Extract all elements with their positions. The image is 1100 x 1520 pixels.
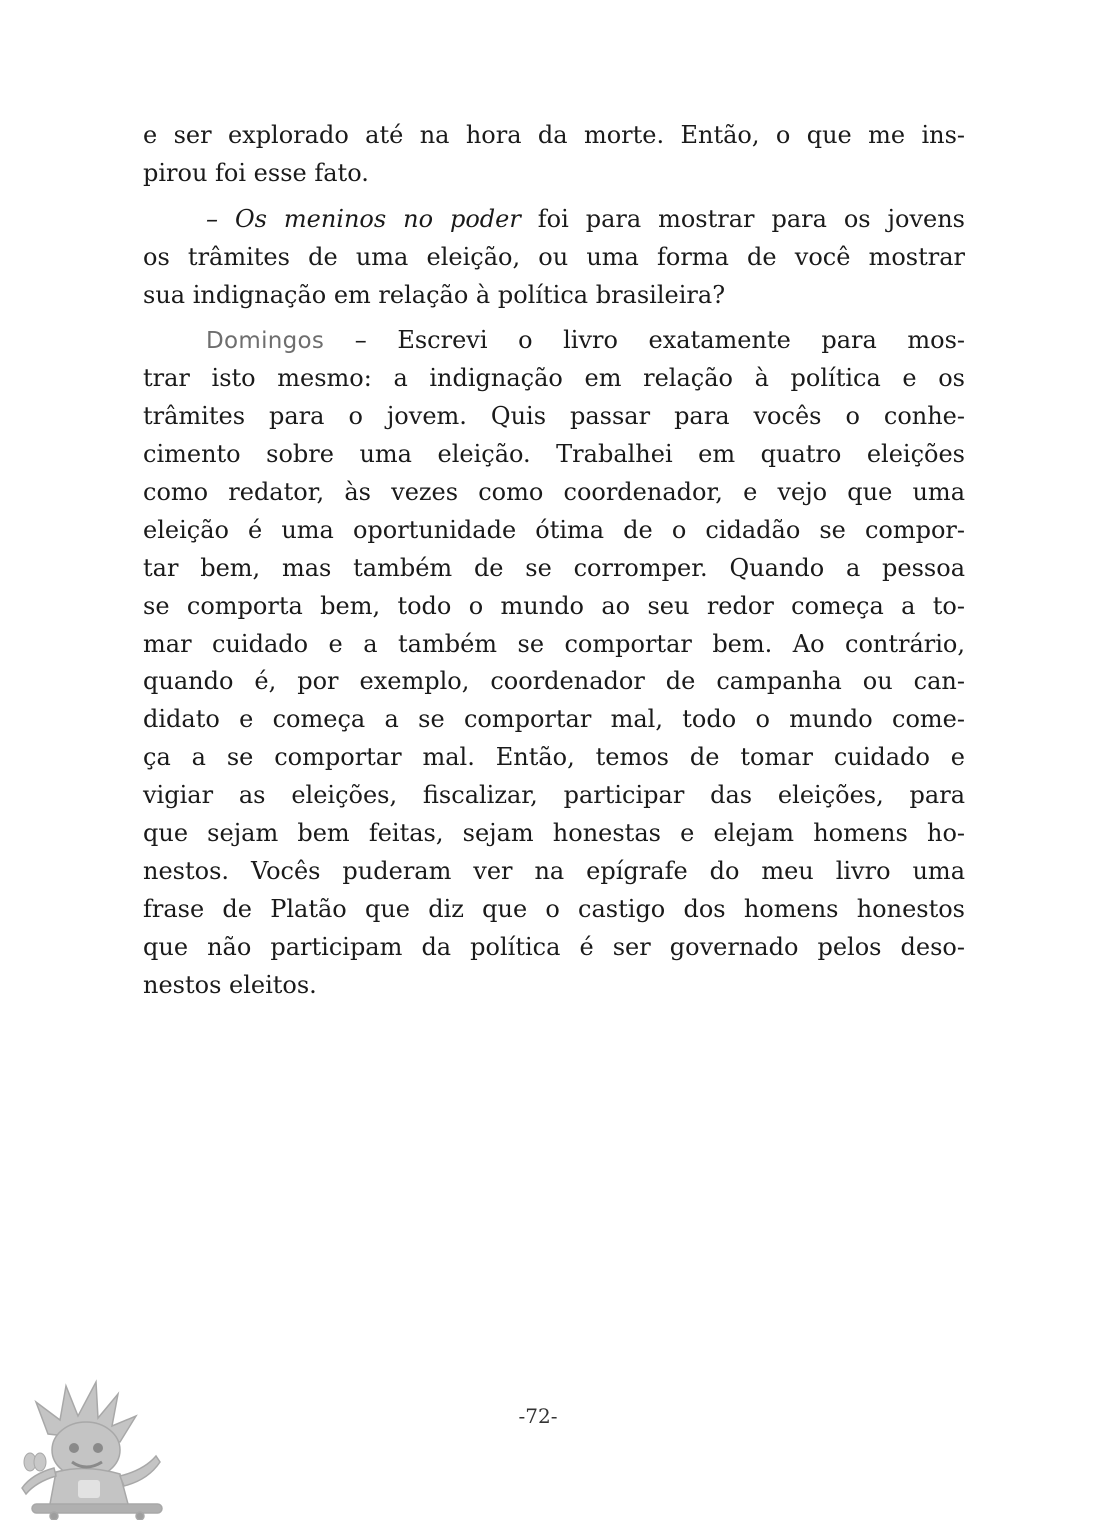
body-text: [143, 117, 965, 1004]
text-line: nestos eleitos.: [143, 970, 317, 999]
text-fragment: foi para mostrar para os jovens: [520, 204, 965, 233]
answer-paragraph: [143, 322, 965, 1004]
paragraph: [143, 117, 965, 193]
text-line: trar isto mesmo: a indignação em relação à política e os: [143, 364, 965, 393]
text-line: ça a se comportar mal. Então, temos de tomar cuidado e: [143, 743, 965, 772]
text-line: trâmites para o jovem. Quis passar para vocês o conhe-: [143, 402, 965, 431]
question-paragraph: [143, 201, 965, 315]
text-line: se comporta bem, todo o mundo ao seu redor começa a to-: [143, 591, 965, 620]
text-line: pirou foi esse fato.: [143, 158, 369, 187]
text-line: que sejam bem feitas, sejam honestas e elejam homens ho-: [143, 819, 965, 848]
text-line: mar cuidado e a também se comportar bem. Ao contrário,: [143, 629, 965, 658]
cartoon-mascot-icon: [8, 1372, 188, 1520]
text-line: os trâmites de uma eleição, ou uma forma de você mostrar: [143, 242, 965, 271]
text-line: vigiar as eleições, fiscalizar, participar das eleições, para: [143, 781, 965, 810]
text-line: eleição é uma oportunidade ótima de o cidadão se compor-: [143, 515, 965, 544]
text-line: como redator, às vezes como coordenador, e vejo que uma: [143, 478, 965, 507]
speaker-name: Domingos: [206, 328, 325, 355]
text-line: e ser explorado até na hora da morte. Então, o que me ins-: [143, 121, 965, 149]
text-line: [143, 322, 965, 360]
text-line: cimento sobre uma eleição. Trabalhei em quatro eleições: [143, 440, 965, 469]
book-title: – Os meninos no poder: [206, 204, 521, 233]
text-line: sua indignação em relação à política brasileira?: [143, 280, 726, 309]
text-line: tar bem, mas também de se corromper. Quando a pessoa: [143, 553, 965, 582]
page-number: -72-: [518, 1404, 558, 1428]
text-line: [143, 201, 965, 239]
text-fragment: – Escrevi o livro exatamente para mos-: [324, 326, 965, 355]
text-line: quando é, por exemplo, coordenador de campanha ou can-: [143, 667, 965, 696]
text-line: frase de Platão que diz que o castigo dos homens honestos: [143, 894, 965, 923]
text-line: que não participam da política é ser governado pelos deso-: [143, 932, 965, 961]
text-line: nestos. Vocês puderam ver na epígrafe do meu livro uma: [143, 856, 965, 885]
text-line: didato e começa a se comportar mal, todo o mundo come-: [143, 705, 965, 734]
